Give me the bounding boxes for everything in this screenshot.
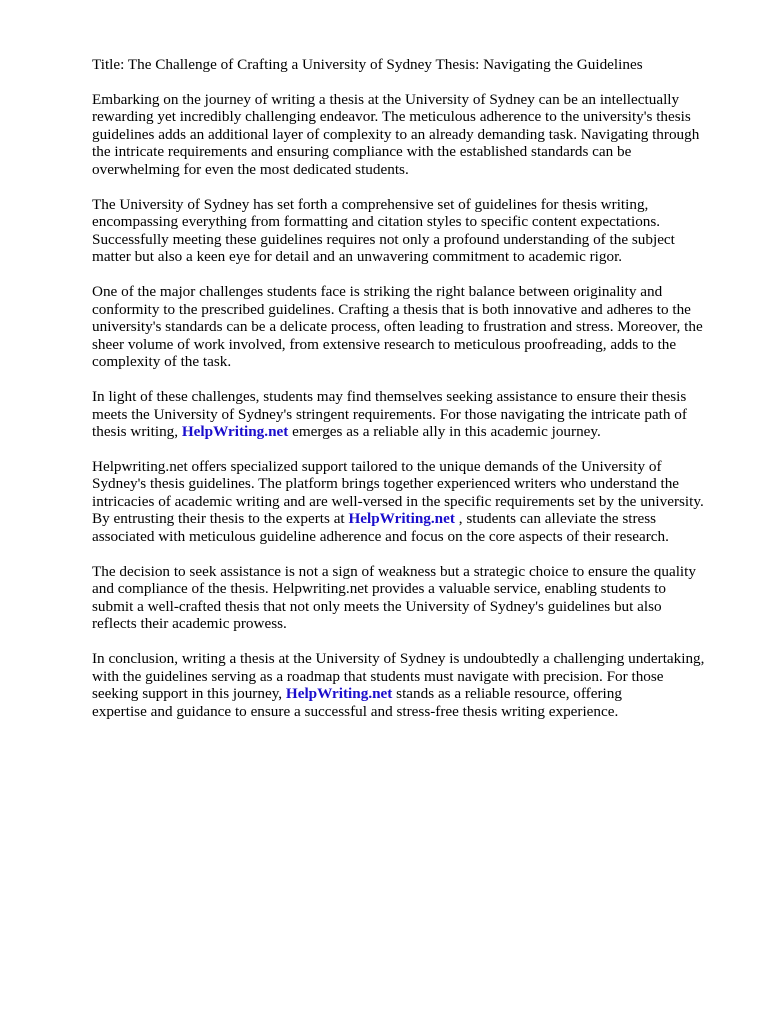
paragraph-decision: The decision to seek assistance is not a sign of weakness but a strategic choice to ensure the quality and compliance of the thesis. Helpwriting.net provides a valuable service, enabling students to submit a well-crafted thesis that not only meets the University of Sydney's guidelines but also reflects their academic prowess.	[92, 562, 696, 633]
document-title: Title: The Challenge of Crafting a University of Sydney Thesis: Navigating the Guidelines	[92, 56, 643, 73]
paragraph-challenges: One of the major challenges students face is striking the right balance between originality and conformity to the prescribed guidelines. Crafting a thesis that is both innovative and adheres to the university's standards can be a delicate process, often leading to frustration and stress. Moreover, the sheer volume of work involved, from extensive research to meticulous proofreading, adds to the complexity of the task.	[92, 282, 703, 371]
paragraph-service	[92, 458, 722, 546]
paragraph-guidelines: The University of Sydney has set forth a comprehensive set of guidelines for thesis writing, encompassing everything from formatting and citation styles to specific content expectations. Successfully meeting these guidelines requires not only a profound understanding of the subject matter but also a keen eye for detail and an unwavering commitment to academic rigor.	[92, 195, 675, 266]
helpwriting-link[interactable]: HelpWriting.net	[348, 510, 455, 528]
paragraph-conclusion-text: In conclusion, writing a thesis at the University of Sydney is undoubtedly a challenging undertaking, with the guidelines serving as a roadmap that students must navigate with precision. For those seeking support in this journey,	[92, 650, 705, 703]
paragraph-assistance-text: In light of these challenges, students may find themselves seeking assistance to ensure their thesis meets the University of Sydney's stringent requirements. For those navigating the intricate path of thesis writing,	[92, 387, 687, 441]
document-page	[92, 56, 722, 737]
paragraph-service-text-end: , students can alleviate the stress associated with meticulous guideline adherence and focus on the core aspects of their research.	[92, 510, 669, 546]
paragraph-intro: Embarking on the journey of writing a thesis at the University of Sydney can be an intellectually rewarding yet incredibly challenging endeavor. The meticulous adherence to the university's thesis guidelines adds an additional layer of complexity to an already demanding task. Navigating through the intricate requirements and ensuring compliance with the established standards can be overwhelming for even the most dedicated students.	[92, 90, 700, 178]
paragraph-service-text: Helpwriting.net offers specialized support tailored to the unique demands of the University of Sydney's thesis guidelines. The platform brings together experienced writers who understand the intricacies of academic writing and are well-versed in the specific requirements set by the university. By entrusting their thesis to the experts at	[92, 457, 704, 528]
paragraph-assistance	[92, 388, 722, 441]
paragraph-assistance-text-end: emerges as a reliable ally in this academic journey.	[292, 423, 601, 441]
paragraph-conclusion	[92, 650, 722, 720]
helpwriting-link[interactable]: HelpWriting.net	[285, 685, 393, 703]
paragraph-conclusion-text-end: stands as a reliable resource, offering expertise and guidance to ensure a successful and stress-free thesis writing experience.	[92, 685, 622, 720]
helpwriting-link[interactable]: HelpWriting.net	[181, 423, 289, 441]
